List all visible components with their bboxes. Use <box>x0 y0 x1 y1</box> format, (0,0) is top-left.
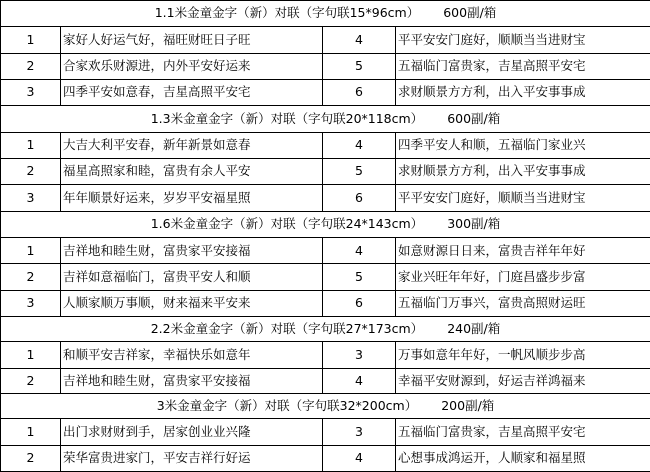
item-number: 5 <box>323 159 396 185</box>
item-number: 2 <box>1 445 61 471</box>
item-number: 3 <box>1 80 61 106</box>
table-row <box>1 342 650 368</box>
couplet-text: 荣华富贵进家门，平安吉祥行好运 <box>61 445 323 471</box>
item-number: 4 <box>323 238 396 264</box>
table-row <box>1 132 650 158</box>
couplet-text: 年年顺景好运来，岁岁平安福星照 <box>61 185 323 211</box>
section-header-row <box>1 211 650 237</box>
item-number: 2 <box>1 368 61 393</box>
couplet-text: 如意财源日日来，富贵吉祥年年好 <box>396 238 650 264</box>
item-number: 6 <box>323 185 396 211</box>
couplet-text: 求财顺景方方利，出入平安事事成 <box>396 80 650 106</box>
couplet-text: 五福临门富贵家，吉星高照平安宅 <box>396 53 650 79</box>
table-row <box>1 159 650 185</box>
section-quantity: 300副/箱 <box>447 216 501 232</box>
section-quantity: 600副/箱 <box>447 110 501 126</box>
section-header <box>1 211 650 237</box>
section-header-row <box>1 106 650 132</box>
section-header-row <box>1 1 650 27</box>
table-row <box>1 185 650 211</box>
couplet-text: 平平安安门庭好，顺顺当当进财宝 <box>396 27 650 53</box>
couplet-text: 吉祥地和睦生财，富贵家平安接福 <box>61 368 323 393</box>
item-number: 6 <box>323 80 396 106</box>
table-row <box>1 27 650 53</box>
item-number: 1 <box>1 132 61 158</box>
section-header-row <box>1 393 650 418</box>
couplet-text: 家好人好运气好，福旺财旺日子旺 <box>61 27 323 53</box>
table-row <box>1 80 650 106</box>
section-title: 1.1米金童金字（新）对联（字句联15*96cm） <box>154 5 420 21</box>
couplet-text: 吉祥地和睦生财，富贵家平安接福 <box>61 238 323 264</box>
couplet-text: 五福临门万事兴，富贵高照财运旺 <box>396 290 650 316</box>
item-number: 5 <box>323 264 396 290</box>
item-number: 4 <box>323 27 396 53</box>
item-number: 4 <box>323 132 396 158</box>
couplet-text: 人顺家顺万事顺，财来福来平安来 <box>61 290 323 316</box>
item-number: 2 <box>1 264 61 290</box>
item-number: 1 <box>1 27 61 53</box>
table-row <box>1 445 650 471</box>
item-number: 3 <box>1 185 61 211</box>
couplet-text: 四季平安如意春，吉星高照平安宅 <box>61 80 323 106</box>
section-quantity: 600副/箱 <box>443 5 497 21</box>
table-row <box>1 368 650 393</box>
item-number: 1 <box>1 342 61 368</box>
section-quantity: 240副/箱 <box>447 321 501 336</box>
item-number: 6 <box>323 290 396 316</box>
section-title: 1.6米金童金字（新）对联（字句联24*143cm） <box>150 216 424 232</box>
section-title: 3米金童金字（新）对联（字句联32*200cm） <box>156 397 418 413</box>
section-header <box>1 317 650 342</box>
item-number: 1 <box>1 419 61 445</box>
table-body <box>1 1 650 472</box>
item-number: 5 <box>323 53 396 79</box>
couplet-text: 出门求财财到手，居家创业业兴隆 <box>61 419 323 445</box>
couplet-text: 四季平安人和顺，五福临门家业兴 <box>396 132 650 158</box>
couplet-text: 万事如意年年好，一帆风顺步步高 <box>396 342 650 368</box>
couplet-text: 平平安安门庭好，顺顺当当进财宝 <box>396 185 650 211</box>
table-row <box>1 238 650 264</box>
section-header <box>1 393 650 418</box>
couplet-text: 吉祥如意福临门，富贵平安人和顺 <box>61 264 323 290</box>
table-row <box>1 419 650 445</box>
section-title: 2.2米金童金字（新）对联（字句联27*173cm） <box>150 321 424 336</box>
couplet-text: 家业兴旺年年好，门庭昌盛步步富 <box>396 264 650 290</box>
couplet-text: 心想事成鸿运开，人顺家和福星照 <box>396 445 650 471</box>
section-header <box>1 1 650 27</box>
couplet-text: 五福临门富贵家，吉星高照平安宅 <box>396 419 650 445</box>
table-row <box>1 290 650 316</box>
section-header <box>1 106 650 132</box>
section-title: 1.3米金童金字（新）对联（字句联20*118cm） <box>150 110 424 126</box>
item-number: 3 <box>323 342 396 368</box>
couplet-text: 合家欢乐财源进，内外平安好运来 <box>61 53 323 79</box>
section-header-row <box>1 317 650 342</box>
couplet-text: 福星高照家和睦，富贵有余人平安 <box>61 159 323 185</box>
couplet-text: 幸福平安财源到，好运吉祥鸿福来 <box>396 368 650 393</box>
table-row <box>1 53 650 79</box>
item-number: 3 <box>1 290 61 316</box>
item-number: 3 <box>323 419 396 445</box>
item-number: 2 <box>1 159 61 185</box>
item-number: 2 <box>1 53 61 79</box>
item-number: 4 <box>323 368 396 393</box>
couplet-text: 大吉大利平安春，新年新景如意春 <box>61 132 323 158</box>
couplet-text: 和顺平安吉祥家，幸福快乐如意年 <box>61 342 323 368</box>
section-quantity: 200副/箱 <box>441 397 495 413</box>
item-number: 1 <box>1 238 61 264</box>
table-row <box>1 264 650 290</box>
couplet-text: 求财顺景方方利，出入平安事事成 <box>396 159 650 185</box>
item-number: 4 <box>323 445 396 471</box>
